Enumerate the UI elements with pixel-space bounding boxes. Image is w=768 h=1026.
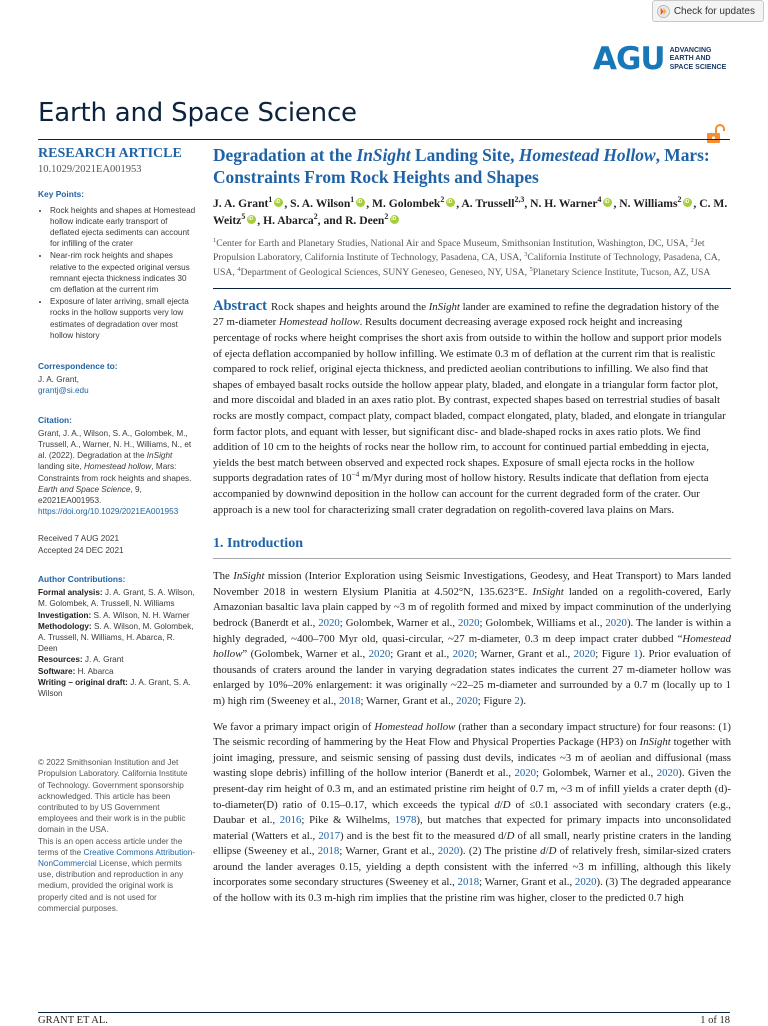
affiliation: Department of Geological Sciences, SUNY Geneseo, Geneseo, NY, USA, — [240, 266, 530, 278]
agu-tagline — [670, 47, 727, 73]
article-type: RESEARCH ARTICLE — [38, 146, 182, 161]
contribution-item: Methodology: S. A. Wilson, M. Golombek, A. Trussell, N. Williams, H. Abarca, R. Deen — [38, 621, 194, 654]
affiliation: Center for Earth and Planetary Studies, National Air and Space Museum, Smithsonian Institution, Washington, DC, USA, — [216, 238, 691, 249]
key-points — [38, 189, 196, 341]
citation-link[interactable]: 2 — [514, 694, 520, 707]
citation-link[interactable]: 2020 — [605, 616, 627, 629]
abstract-rule — [213, 288, 731, 289]
license-link[interactable]: Creative Commons Attribution-NonCommercial — [38, 847, 195, 868]
citation-link[interactable]: 2018 — [317, 845, 340, 858]
agu-tagline-line: ADVANCING — [669, 46, 712, 54]
contribution-item: Formal analysis: J. A. Grant, S. A. Wilson, M. Golombek, A. Trussell, N. Williams — [38, 588, 195, 609]
affiliations: $^1$Center for Earth and Planetary Studies, National Air and Space Museum, Smithsonian Institution, Washington, DC, USA, $^2$Jet Propulsion Laboratory, California Institute of Technology, Pasadena, CA, USA, $^3$California Institute of Technology, Pasadena, CA, USA, $^4$Department of Geological Sciences, SUNY Geneseo, Geneseo, NY, USA, $^5$Planetary Science Institute, Tucson, AZ, USA — [213, 236, 721, 278]
check-for-updates-button[interactable] — [652, 0, 764, 22]
citation-link[interactable]: 2020 — [368, 648, 391, 661]
doi[interactable]: 10.1029/2021EA001953 — [38, 164, 142, 176]
author-contributions — [38, 574, 196, 699]
correspondence-email-link[interactable]: grantj@si.edu — [38, 386, 89, 396]
dates — [38, 533, 196, 555]
page-number: 1 of 18 — [700, 1015, 730, 1026]
section-rule — [213, 558, 731, 559]
author-contributions-heading: Author Contributions: — [38, 573, 126, 584]
author-name: M. Golombek — [372, 197, 441, 210]
open-access-lock-icon — [704, 123, 728, 145]
footer-rule — [38, 1012, 730, 1013]
orcid-icon[interactable] — [683, 198, 692, 207]
agu-logo — [593, 41, 727, 77]
abstract: Abstract Rock shapes and heights around the InSight lander are examined to refine the degradation history of the 27 m-diameter Homestead hollow. Results document decreasing average exposed rock height and increasing percentage of rocks where height comprises the short axis from outside to within the hollow and support prior models of ejecta deflation accompanied by hollow infilling. We estimate 0.3 m of deflation at the current rim that is realistic compared to rock relief, original ejecta thickness, and predicted aeolian contributions to infilling. We also find that shapes of embayed basalt rocks outside the hollow appear platy, bladed, and elongate in a triangular form factor plot, and more discoidal and bladed in an axes ratio plot. By contrast, expected shapes based on terrestrial studies of basalt rocks are mostly compact, compact platy, compact bladed, compact elongated, platy, bladed, and elongate in triangular form factor plots, and equant with lesser, but significant disc- and blade-shaped rocks in axes ratio plots. We find addition of 10 cm to the heights of rocks near the hollow rim, to account for continued partial embedding in ejecta, yields the best match between observed and expected rock shapes. Exposure of small ejecta rocks in the hollow supports degradation rates of $10^{-4}$ m/Myr during most of hollow history. Results indicate that deflation from ejecta accompanied by downwind deposition in the hollow can account for the current degraded form of the crater. Our approach is a new tool for characterizing small crater degradation on regolith-covered lava plains on Mars. — [213, 297, 726, 516]
intro-paragraph-2: We favor a primary impact origin of Homestead hollow (rather than a secondary impact structure) for four reasons: (1) The seismic recording of hammering by the Heat Flow and Physical Properties Package (HP3) on InSight together with joint imaging, pressure, and seismic sensing of passing dust devils, indicates ~3 m of aeolian and diffusional (mass wasting slope debris) infilling of the hollow interior (Banerdt et al., 2020; Golombek, Warner et al., 2020). Given the present-day rim height of 0.3 m, and an estimated pristine rim height of 0.7 m, ~3 m of infill yields a crater depth (d)-to-diameter(D) ratio of 0.15–0.17, which exceeds the typical d/D of ≤0.1 associated with secondary craters (e.g., Daubar et al., 2016; Pike & Wilhelms, 1978), but matches that expected for primary impacts into unconsolidated material (Watters et al., 2017) and is the best fit to the measured d/D of all small, nearly pristine craters in the landing ellipse (Sweeney et al., 2018; Warner, Grant et al., 2020). (2) The pristine d/D of relatively fresh, similar-sized craters around the lander averages 0.15, yielding a depth consistent with the inferred ~3 m infilling, although this likely incorporates some secondary structures (Sweeney et al., 2018; Warner, Grant et al., 2020). (3) The degraded appearance of the hollow with its 0.3 m-high rim implies that the pristine rim was higher, closer to the predicted 0.7 high — [213, 720, 732, 905]
author-name: H. Abarca — [263, 213, 314, 227]
citation-link[interactable]: 1978 — [394, 814, 417, 827]
copyright-notice — [38, 757, 196, 914]
running-author: GRANT ET AL. — [38, 1015, 108, 1026]
agu-tagline-line: SPACE SCIENCE — [669, 63, 727, 71]
citation-link[interactable]: 2020 — [514, 767, 537, 780]
contribution-item: Writing – original draft: J. A. Grant, S. A. Wilson — [38, 677, 191, 698]
left-sidebar — [38, 148, 196, 914]
orcid-icon[interactable] — [603, 198, 612, 207]
affiliation: California Institute of Technology, Pasadena, CA, USA, — [213, 252, 721, 278]
copyright-text: © 2022 Smithsonian Institution and Jet Propulsion Laboratory. California Institute of Technology. Government sponsorship acknowledged. This article has been contributed to by US Government employees and their work is in the public domain in the USA. — [38, 758, 188, 835]
section-heading-introduction: 1. Introduction — [213, 536, 303, 552]
citation-link[interactable]: 2020 — [457, 616, 480, 629]
check-updates-label: Check for updates — [673, 5, 755, 17]
agu-logo-text: AGU — [593, 41, 665, 77]
header-rule — [38, 139, 730, 140]
received-date: Received 7 AUG 2021 — [38, 534, 120, 544]
license-text: This is an open access article under the terms of the Creative Commons Attribution-NonCommercial License, which permits use, distribution and reproduction in any medium, provided the original work is properly cited and is not used for commercial purposes. — [38, 836, 195, 913]
citation-link[interactable]: 2020 — [437, 845, 460, 858]
author-name: N. H. Warner — [530, 197, 598, 210]
correspondence-heading: Correspondence to: — [38, 361, 118, 372]
main-column — [213, 144, 731, 907]
affiliation: Planetary Science Institute, Tucson, AZ, USA — [532, 266, 711, 278]
author-list: J. A. Grant$^1$iD , S. A. Wilson$^1$iD , M. Golombek$^2$iD , A. Trussell$^{2,3}$, N. H. Warner$^4$iD , N. Williams$^2$iD , C. M. Weitz$^5$iD , H. Abarca$^2$, and R. Deen$^2$iD — [213, 196, 731, 229]
citation-link[interactable]: 2020 — [656, 767, 679, 780]
contribution-item: Investigation: S. A. Wilson, N. H. Warner — [38, 610, 190, 620]
citation-link[interactable]: 2020 — [456, 694, 478, 707]
author-name: N. Williams — [619, 197, 678, 210]
correspondence — [38, 361, 196, 397]
contribution-item: Resources: J. A. Grant — [38, 655, 124, 665]
affiliation: Jet Propulsion Laboratory, California Institute of Technology, Pasadena, CA, USA, — [213, 238, 705, 264]
citation-doi-link[interactable]: https://doi.org/10.1029/2021EA001953 — [38, 507, 179, 517]
correspondence-name: J. A. Grant, — [38, 375, 79, 385]
intro-paragraph-1: The InSight mission (Interior Exploration using Seismic Investigations, Geodesy, and Heat Transport) to Mars landed November 2018 in western Elysium Planitia at 4.502°N, 135.623°E. InSight landed on a regolith-covered, Early Amazonian basaltic lava plain capped by ~3 m of regolith formed and mixed by impact comminution of the underlying bedrock (Banerdt et al., 2020; Golombek, Warner et al., 2020; Golombek, Williams et al., 2020). The lander is within a highly degraded, ~400–700 Myr old, quasi-circular, ~27 m-diameter, 0.3 m deep impact crater dubbed “Homestead hollow” (Golombek, Warner et al., 2020; Grant et al., 2020; Warner, Grant et al., 2020; Figure 1). Prior evaluation of thousands of craters around the lander in varying degradation states indicates the current 27 m-diameter hollow was enlarged by 10%–20% enlargement: it was originally ~22–25 m-diameter and surrounded by a 0.7 m (locally up to 1 m) high rim (Sweeney et al., 2018; Warner, Grant et al., 2020; Figure 2). — [213, 570, 732, 707]
citation-link[interactable]: 2020 — [318, 616, 340, 629]
citation-link[interactable]: 2020 — [574, 876, 597, 889]
citation-text: Grant, J. A., Wilson, S. A., Golombek, M., Trussell, A., Warner, N. H., Williams, N., et al. (2022). Degradation at the InSight landing site, Homestead hollow, Mars: Constraints from rock heights and shapes. Earth and Space Science, 9, e2021EA001953. https://doi.org/10.1029/2021EA001953 — [38, 428, 192, 517]
author-name: S. A. Wilson — [290, 197, 351, 210]
orcid-icon[interactable] — [356, 198, 365, 207]
journal-title: Earth and Space Science — [38, 98, 357, 128]
author-name: C. M. Weitz — [213, 197, 728, 227]
citation-link[interactable]: 1 — [633, 648, 639, 661]
author-name: A. Trussell — [461, 197, 515, 210]
orcid-icon[interactable] — [274, 198, 283, 207]
key-point: • Exposure of later arriving, small ejecta rocks in the hollow supports very low estimates of degradation over most hollow history — [50, 296, 196, 341]
paper-title: Degradation at the InSight Landing Site, Homestead Hollow, Mars: Constraints From Rock Heights and Shapes — [213, 145, 710, 187]
accepted-date: Accepted 24 DEC 2021 — [38, 545, 124, 555]
orcid-icon[interactable] — [390, 215, 399, 224]
orcid-icon[interactable] — [247, 215, 256, 224]
key-point: • Near-rim rock heights and shapes relative to the expected original versus remnant ejecta thickness indicates 30 cm deflation at the current rim — [50, 250, 196, 295]
citation-link[interactable]: 2020 — [452, 648, 475, 661]
citation-link[interactable]: 2020 — [573, 648, 596, 661]
citation — [38, 415, 196, 518]
citation-link[interactable]: 2018 — [338, 694, 361, 707]
abstract-heading: Abstract — [213, 297, 267, 314]
contribution-item: Software: H. Abarca — [38, 666, 114, 676]
author-name: J. A. Grant — [213, 197, 269, 210]
check-updates-icon — [657, 5, 670, 18]
agu-tagline-line: EARTH AND — [669, 55, 711, 63]
author-name: R. Deen — [345, 213, 385, 227]
key-points-heading: Key Points: — [38, 189, 85, 200]
citation-link[interactable]: 2016 — [279, 814, 302, 827]
citation-link[interactable]: 2017 — [318, 829, 340, 842]
key-point: • Rock heights and shapes at Homestead hollow indicate early transport of deflated ejecta sediments can account for infilling of the crater — [50, 205, 196, 250]
citation-link[interactable]: 2018 — [457, 876, 480, 889]
citation-heading: Citation: — [38, 414, 72, 425]
orcid-icon[interactable] — [446, 198, 455, 207]
